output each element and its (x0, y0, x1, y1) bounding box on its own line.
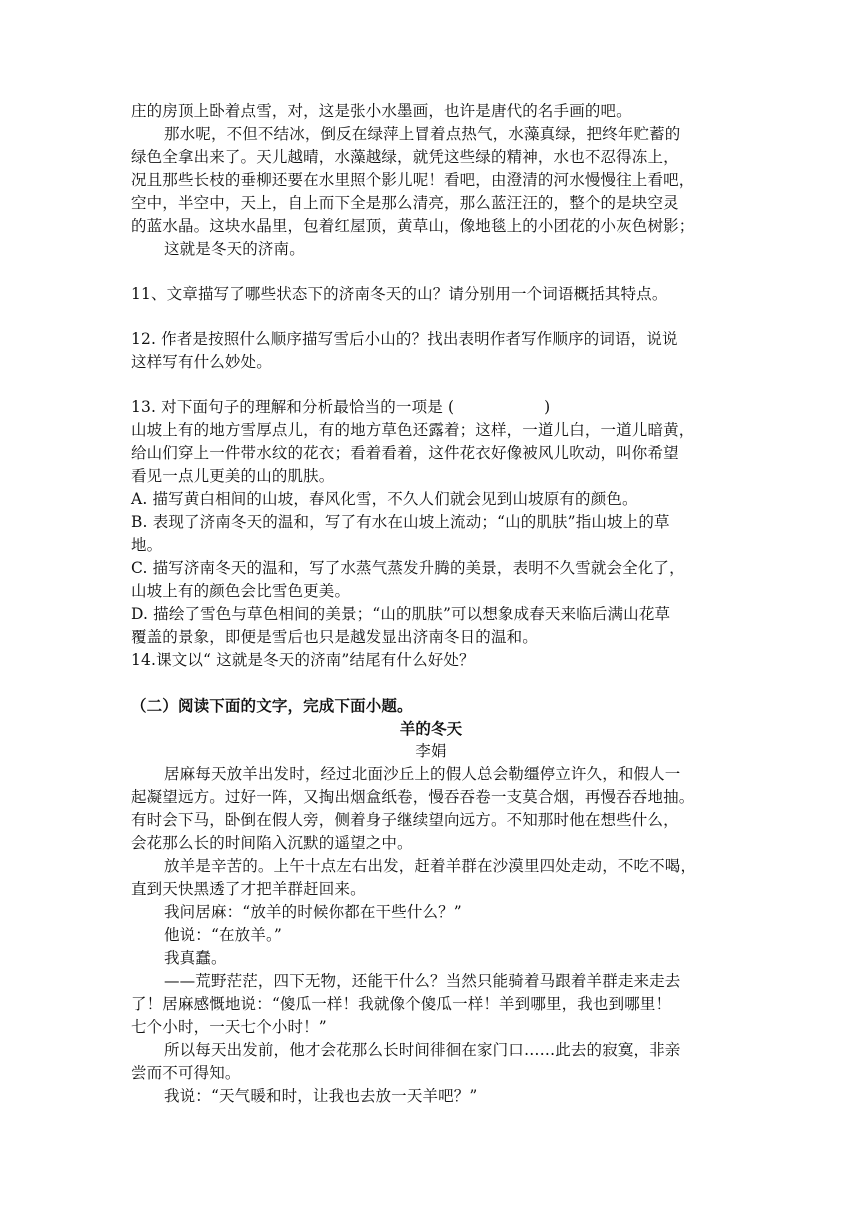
article-line: 我说：“天气暖和时，让我也去放一天羊吧？” (164, 1087, 478, 1105)
article-line: 我真蠢。 (164, 949, 227, 967)
article-line: 他说：“在放羊。” (164, 926, 282, 944)
option-c: C. 描写济南冬天的温和，写了水蒸气蒸发升腾的美景，表明不久雪就会全化了， (131, 559, 685, 577)
option-a: A. 描写黄白相间的山坡，春风化雪，不久人们就会见到山坡原有的颜色。 (131, 490, 638, 508)
question-11: 11、文章描写了哪些状态下的济南冬天的山？请分别用一个词语概括其特点。 (131, 285, 668, 303)
article-line: 我问居麻：“放羊的时候你都在干些什么？” (164, 903, 462, 921)
passage-line: 空中，半空中，天上，自上而下全是那么清亮，那么蓝汪汪的，整个的是块空灵 (131, 194, 679, 212)
spacer (131, 672, 731, 694)
question-13 (131, 396, 731, 649)
article-line: 会花那么长的时间陷入沉默的遥望之中。 (131, 834, 413, 852)
article-line: 了！居麻感慨地说：“傻瓜一样！我就像个傻瓜一样！羊到哪里，我也到哪里！ (131, 995, 672, 1013)
article-line: 居麻每天放羊出发时，经过北面沙丘上的假人总会勒缰停立许久，和假人一 (164, 765, 681, 783)
passage-line: 的蓝水晶。这块水晶里，包着红屋顶，黄草山，像地毯上的小团花的小灰色树影； (131, 217, 695, 235)
article-title: 羊的冬天 (399, 719, 463, 738)
article-line: 放羊是辛苦的。上午十点左右出发，赶着羊群在沙漠里四处走动，不吃不喝， (164, 857, 697, 875)
question-12 (131, 328, 731, 374)
spacer (131, 261, 731, 283)
question-13-stem-text: 13. 对下面句子的理解和分析最恰当的一项是 (131, 398, 443, 416)
article-line: 所以每天出发前，他才会花那么长时间徘徊在家门口……此去的寂寞，非亲 (164, 1041, 681, 1059)
question-14: 14.课文以“ 这就是冬天的济南”结尾有什么好处？ (131, 651, 475, 669)
document-page (131, 100, 731, 1108)
article-line: 尝而不可得知。 (131, 1064, 241, 1082)
article-line: 起凝望远方。过好一阵，又掏出烟盒纸卷，慢吞吞卷一支莫合烟，再慢吞吞地抽。 (131, 788, 695, 806)
quoted-sentence-line: 给山们穿上一件带水纹的花衣；看着看着，这件花衣好像被风儿吹动，叫你希望 (131, 444, 679, 462)
article-author: 李娟 (415, 742, 447, 760)
passage-line: 这就是冬天的济南。 (164, 240, 305, 258)
spacer (131, 306, 731, 328)
article-line: 直到天快黑透了才把羊群赶回来。 (131, 880, 366, 898)
article-line: 七个小时，一天七个小时！” (131, 1018, 327, 1036)
option-c-cont: 山坡上有的颜色会比雪色更美。 (131, 582, 351, 600)
passage-line: 庄的房顶上卧着点雪，对，这是张小水墨画，也许是唐代的名手画的吧。 (131, 102, 632, 120)
quoted-sentence-line: 看见一点儿更美的山的肌肤。 (131, 467, 335, 485)
option-b-cont: 地。 (131, 536, 163, 554)
section-heading: （二）阅读下面的文字，完成下面小题。 (131, 696, 413, 715)
passage-line: 况且那些长枝的垂柳还要在水里照个影儿呢！看吧，由澄清的河水慢慢往上看吧， (131, 171, 695, 189)
spacer (131, 374, 731, 396)
section-2 (131, 694, 731, 1108)
question-13-stem (131, 396, 731, 419)
option-d-cont: 覆盖的景象，即便是雪后也只是越发显出济南冬日的温和。 (131, 628, 538, 646)
passage-line: 那水呢，不但不结冰，倒反在绿萍上冒着点热气，水藻真绿，把终年贮蓄的 (164, 125, 681, 143)
answer-paren-open: ( (447, 398, 455, 416)
article-body (131, 763, 731, 1108)
passage-line: 绿色全拿出来了。天儿越晴，水藻越绿，就凭这些绿的精神，水也不忍得冻上， (131, 148, 679, 166)
option-b: B. 表现了济南冬天的温和，写了有水在山坡上流动；“山的肌肤”指山坡上的草 (131, 513, 670, 531)
article-line: ——荒野茫茫，四下无物，还能干什么？当然只能骑着马跟着羊群走来走去 (164, 972, 681, 990)
option-d: D. 描绘了雪色与草色相间的美景；“山的肌肤”可以想象成春天来临后满山花草 (131, 605, 671, 623)
answer-paren-close: ) (544, 398, 551, 416)
quoted-sentence-line: 山坡上有的地方雪厚点儿，有的地方草色还露着；这样，一道儿白，一道儿暗黄， (131, 421, 695, 439)
passage-continuation (131, 100, 731, 261)
question-12-line: 这样写有什么妙处。 (131, 353, 272, 371)
article-line: 有时会下马，卧倒在假人旁，侧着身子继续望向远方。不知那时他在想些什么， (131, 811, 679, 829)
question-12-line: 12. 作者是按照什么顺序描写雪后小山的？找出表明作者写作顺序的词语，说说 (131, 330, 678, 348)
